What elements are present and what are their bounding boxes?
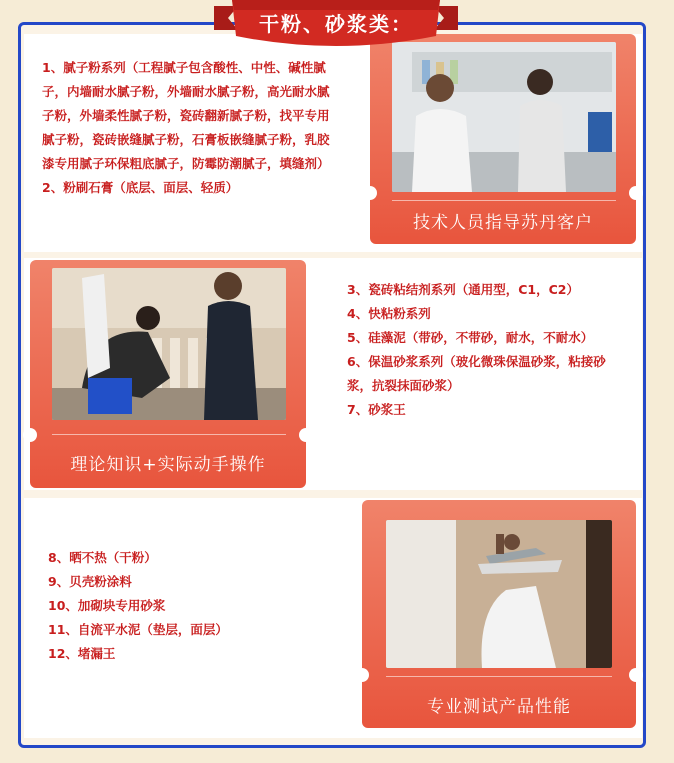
photo-caption: 理论知识+实际动手操作 xyxy=(70,455,266,475)
photo-caption: 专业测试产品性能 xyxy=(427,697,571,717)
photo-card-product-testing xyxy=(362,500,636,728)
header-banner xyxy=(214,0,458,52)
caption-divider xyxy=(392,200,616,201)
list-item: 4、快粘粉系列 xyxy=(347,306,431,321)
ticket-notch xyxy=(363,186,377,200)
list-item: 5、硅藻泥（带砂，不带砂，耐水，不耐水） xyxy=(347,330,594,345)
section-specialty xyxy=(24,498,642,738)
photo-product-test xyxy=(386,520,612,668)
list-item: 6、保温砂浆系列（玻化微珠保温砂浆，粘接砂浆，抗裂抹面砂浆） xyxy=(347,354,606,393)
caption-divider xyxy=(52,434,286,435)
photo-card-sudan-client xyxy=(370,34,636,244)
list-item: 12、堵漏王 xyxy=(48,646,116,661)
list-item: 9、贝壳粉涂料 xyxy=(48,574,132,589)
photo-technicians-guiding-client xyxy=(392,42,616,192)
list-item: 1、腻子粉系列（工程腻子包含酸性、中性、碱性腻子，内墙耐水腻子粉，外墙耐水腻子粉，高光耐水腻子粉，外墙柔性腻子粉，瓷砖翻新腻子粉，找平专用腻子粉，瓷砖嵌缝腻子粉，石膏板嵌缝腻子粉，乳胶漆专用腻子环保粗底腻子，防霉防潮腻子，填缝剂） xyxy=(42,60,330,171)
list-item: 11、自流平水泥（垫层，面层） xyxy=(48,622,228,637)
ticket-notch xyxy=(299,428,313,442)
caption-divider xyxy=(386,676,612,677)
ticket-notch xyxy=(629,668,643,682)
powder-list xyxy=(42,56,332,200)
list-item: 7、砂浆王 xyxy=(347,402,406,417)
ticket-notch xyxy=(355,668,369,682)
list-item: 2、粉刷石膏（底层、面层、轻质） xyxy=(42,180,239,195)
adhesive-list xyxy=(347,278,629,422)
list-item: 10、加砌块专用砂浆 xyxy=(48,598,166,613)
list-item: 3、瓷砖粘结剂系列（通用型，C1，C2） xyxy=(347,282,579,297)
ticket-notch xyxy=(629,186,643,200)
photo-caption: 技术人员指导苏丹客户 xyxy=(413,213,593,233)
section-powders xyxy=(24,34,642,252)
specialty-list xyxy=(48,546,328,666)
list-item: 8、晒不热（干粉） xyxy=(48,550,157,565)
ticket-notch xyxy=(23,428,37,442)
page-title: 干粉、砂浆类： xyxy=(259,12,413,36)
photo-card-theory-practice xyxy=(30,260,306,488)
section-adhesives xyxy=(24,258,642,490)
photo-hands-on-operation xyxy=(52,268,286,420)
